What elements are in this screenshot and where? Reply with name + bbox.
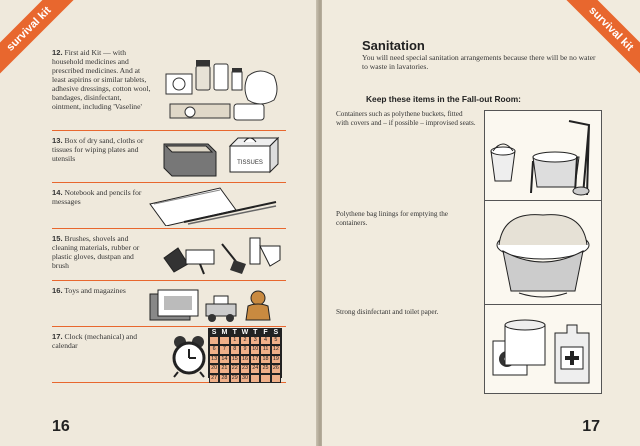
calendar-day-label: T — [232, 329, 237, 336]
page-number: 16 — [52, 418, 70, 435]
calendar-date-cell: 2 — [240, 336, 250, 345]
bucket-lining-icon — [485, 201, 601, 305]
calendar-date-cell: 18 — [260, 355, 270, 364]
calendar-date-cell: 25 — [260, 364, 270, 373]
item-description: Containers such as polythene buckets, fitted with covers and – if possible – improvised seats. — [336, 110, 476, 127]
item-description: First aid Kit — with household medicines and prescribed medicines. And at least aspirins or similar tablets, adhesive dressings, cotton wool, bandages, disinfectant, ointment, including 'Vaseline' — [52, 48, 151, 111]
disinfectant-bottle-icon — [485, 305, 601, 393]
calendar-date-cell: 10 — [250, 345, 260, 354]
calendar-day-label: S — [273, 329, 279, 336]
tissues-label: TISSUES — [237, 160, 263, 166]
calendar-date-cell: 29 — [230, 374, 240, 383]
calendar-date-cell: 30 — [240, 374, 250, 383]
calendar-date-cell: 11 — [260, 345, 270, 354]
kit-item-notebook — [52, 184, 286, 229]
right-page — [322, 0, 640, 446]
calendar-date-cell: 1 — [230, 336, 240, 345]
calendar-date-cell — [250, 374, 260, 383]
item-number: 17. — [52, 332, 63, 341]
calendar-date-cell: 9 — [240, 345, 250, 354]
item-number: 14. — [52, 188, 63, 197]
left-page — [0, 0, 318, 446]
calendar-date-cell: 22 — [230, 364, 240, 373]
section-intro: You will need special sanitation arrangements because there will be no water to waste in lavatories. — [362, 53, 596, 71]
calendar-date-cell: 26 — [271, 364, 281, 373]
calendar-illustration — [208, 328, 282, 381]
kit-item-clock-calendar — [52, 328, 286, 383]
calendar-date-cell: 15 — [230, 355, 240, 364]
kit-item-sand-tissues — [52, 132, 286, 183]
calendar-date-cell: 19 — [271, 355, 281, 364]
disinfectant-and-paper-illustration — [484, 304, 602, 394]
bucket-and-chair-illustration — [484, 110, 602, 202]
calendar-day-label: T — [253, 329, 258, 336]
calendar-date-cell: 27 — [209, 374, 219, 383]
calendar-date-cell: 4 — [260, 336, 270, 345]
calendar-date-cell: 17 — [250, 355, 260, 364]
first-aid-kit-illustration — [160, 46, 286, 126]
alarm-clock-illustration — [172, 334, 206, 378]
calendar-date-cell: 23 — [240, 364, 250, 373]
item-number: 15. — [52, 234, 63, 243]
bag-lining-illustration — [484, 200, 602, 306]
calendar-date-cell: 7 — [219, 345, 229, 354]
item-description: Notebook and pencils for messages — [52, 188, 142, 206]
calendar-day-label: F — [263, 329, 268, 336]
calendar-date-cell: 24 — [250, 364, 260, 373]
toys-and-magazines-illustration — [144, 284, 284, 324]
calendar-day-label: S — [211, 329, 217, 336]
calendar-date-cell — [260, 374, 270, 383]
cleaning-materials-illustration — [160, 232, 286, 278]
calendar-date-cell: 16 — [240, 355, 250, 364]
survival-kit-banner: survival kit — [0, 0, 76, 76]
calendar-date-cell — [219, 336, 229, 345]
item-description: Strong disinfectant and toilet paper. — [336, 308, 439, 316]
calendar-day-label: W — [241, 329, 249, 336]
calendar-grid — [209, 336, 281, 383]
calendar-date-cell: 14 — [219, 355, 229, 364]
survival-kit-banner: survival kit — [564, 0, 640, 76]
bucket-chair-icon — [485, 111, 601, 201]
calendar-date-cell: 13 — [209, 355, 219, 364]
sand-box-and-tissues-illustration — [160, 134, 286, 180]
calendar-date-cell: 3 — [250, 336, 260, 345]
calendar-date-cell: 28 — [219, 374, 229, 383]
item-description: Toys and magazines — [64, 286, 126, 295]
calendar-date-cell: 12 — [271, 345, 281, 354]
calendar-date-cell — [271, 374, 281, 383]
sanitation-item-disinfectant — [336, 308, 500, 317]
calendar-date-cell — [209, 336, 219, 345]
calendar-header — [209, 329, 281, 336]
section-subtitle: Keep these items in the Fall-out Room: — [366, 94, 521, 104]
sanitation-item-containers — [336, 110, 500, 127]
calendar-date-cell: 6 — [209, 345, 219, 354]
item-number: 16. — [52, 286, 63, 295]
item-description: Clock (mechanical) and calendar — [52, 332, 137, 350]
kit-item-cleaning — [52, 230, 286, 281]
kit-item-first-aid — [52, 44, 286, 131]
page-number: 17 — [582, 418, 600, 435]
item-description: Brushes, shovels and cleaning materials, rubber or plastic gloves, dustpan and brush — [52, 234, 140, 270]
item-number: 12. — [52, 48, 63, 57]
notebook-and-pencils-illustration — [144, 186, 284, 226]
calendar-date-cell: 20 — [209, 364, 219, 373]
sanitation-item-linings — [336, 210, 500, 227]
calendar-date-cell: 5 — [271, 336, 281, 345]
section-title: Sanitation — [362, 38, 425, 53]
item-number: 13. — [52, 136, 63, 145]
calendar-day-label: M — [221, 329, 228, 336]
calendar-date-cell: 21 — [219, 364, 229, 373]
calendar-date-cell: 8 — [230, 345, 240, 354]
item-description: Box of dry sand, cloths or tissues for wiping plates and utensils — [52, 136, 144, 163]
kit-item-toys — [52, 282, 286, 327]
item-description: Polythene bag linings for emptying the containers. — [336, 210, 448, 227]
